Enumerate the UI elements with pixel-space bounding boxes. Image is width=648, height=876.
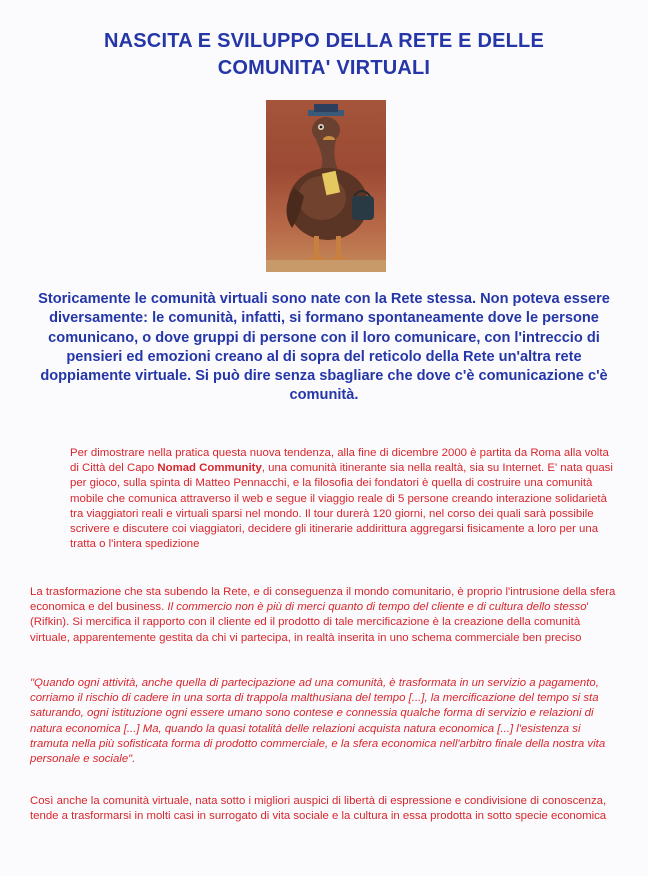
paragraph-nomad-community: Per dimostrare nella pratica questa nuova tendenza, alla fine di dicembre 2000 è partita da Roma alla volta di Città del Capo Nomad Community, una comunità itinerante sia nella realtà, sia su Internet. E' nata quasi per gioco, sulla spinta di Matteo Pennacchi, e la filosofia dei fondatori è quella di costruire una comunità mobile che comunica attraverso il web e segue il viaggio reale di 5 persone creando interazione solidarietà tra viaggiatori reali e virtuali sparsi nel mondo. Il tour durerà 120 giorni, nel corso dei quali sarà possibile scrivere e discutere coi viaggiatori, decidere gli itinerarie addirittura aggregarsi fisicamente a loro per una tratta o l'intera spedizione bbox=[70, 447, 613, 551]
handbag bbox=[352, 196, 374, 220]
nomad-community-name: Nomad Community bbox=[157, 462, 262, 475]
lead-paragraph: Storicamente le comunità virtuali sono nate con la Rete stessa. Non poteva essere diversamente: le comunità, infatti, si formano spontaneamente dove le persone comunicano, o dove gruppi di persone con il loro comunicare, con l'intreccio di pensieri ed emozioni creano al di sopra del reticolo della Rete un'altra rete doppiamente virtuale. Si può dire senza sbagliare che dove c'è comunicazione c'è comunità. bbox=[38, 291, 610, 404]
page-title bbox=[20, 28, 628, 82]
title-line-1: NASCITA E SVILUPPO DELLA RETE E DELLE bbox=[103, 30, 545, 52]
paragraph-quote: "Quando ogni attività, anche quella di partecipazione ad una comunità, è trasformata in un servizio a pagamento, corriamo il rischio di cadere in una sorta di trappola malthusiana del tempo [...], la mercificazione del tempo si sta saturando, ogni istituzione ogni essere umano sono contese e connessia qualche forma di servizio e relazioni di natura economica [...] Ma, quando la quasi totalità delle relazioni acquista natura economica [...] l'esistenza si tramuta nella più sofisticata forma di prodotto commerciale, e la sfera economica nell'arbitro finale della nostra vita personale e sociale". bbox=[30, 677, 606, 766]
figure-photo bbox=[266, 100, 386, 272]
title-line-2: COMUNITA' VIRTUALI bbox=[217, 57, 431, 79]
rifkin-quote: Il commercio non è più di merci quanto di tempo del cliente e di cultura dello stesso bbox=[167, 601, 587, 614]
paragraph-conclusion: Così anche la comunità virtuale, nata sotto i migliori auspici di libertà di espressione e condivisione di conoscenza, tende a trasformarsi in molti casi in surrogato di vita sociale e la cultura in essa prodotta in sotto specie economica bbox=[30, 795, 607, 823]
bird-figure-illustration bbox=[266, 100, 386, 272]
hat-crown bbox=[314, 104, 338, 112]
paragraph-trasformazione: La trasformazione che sta subendo la Rete, e di conseguenza il mondo comunitario, è proprio l'intrusione della sfera economica e del business. Il commercio non è più di merci quanto di tempo del cliente e di cultura dello stesso' (Rifkin). Si mercifica il rapporto con il cliente ed il prodotto di tale mercificazione è la creazione della comunità virtuale, apparentemente gestita da chi vi partecipa, in realtà inserita in uno schema commerciale ben preciso bbox=[30, 586, 616, 644]
